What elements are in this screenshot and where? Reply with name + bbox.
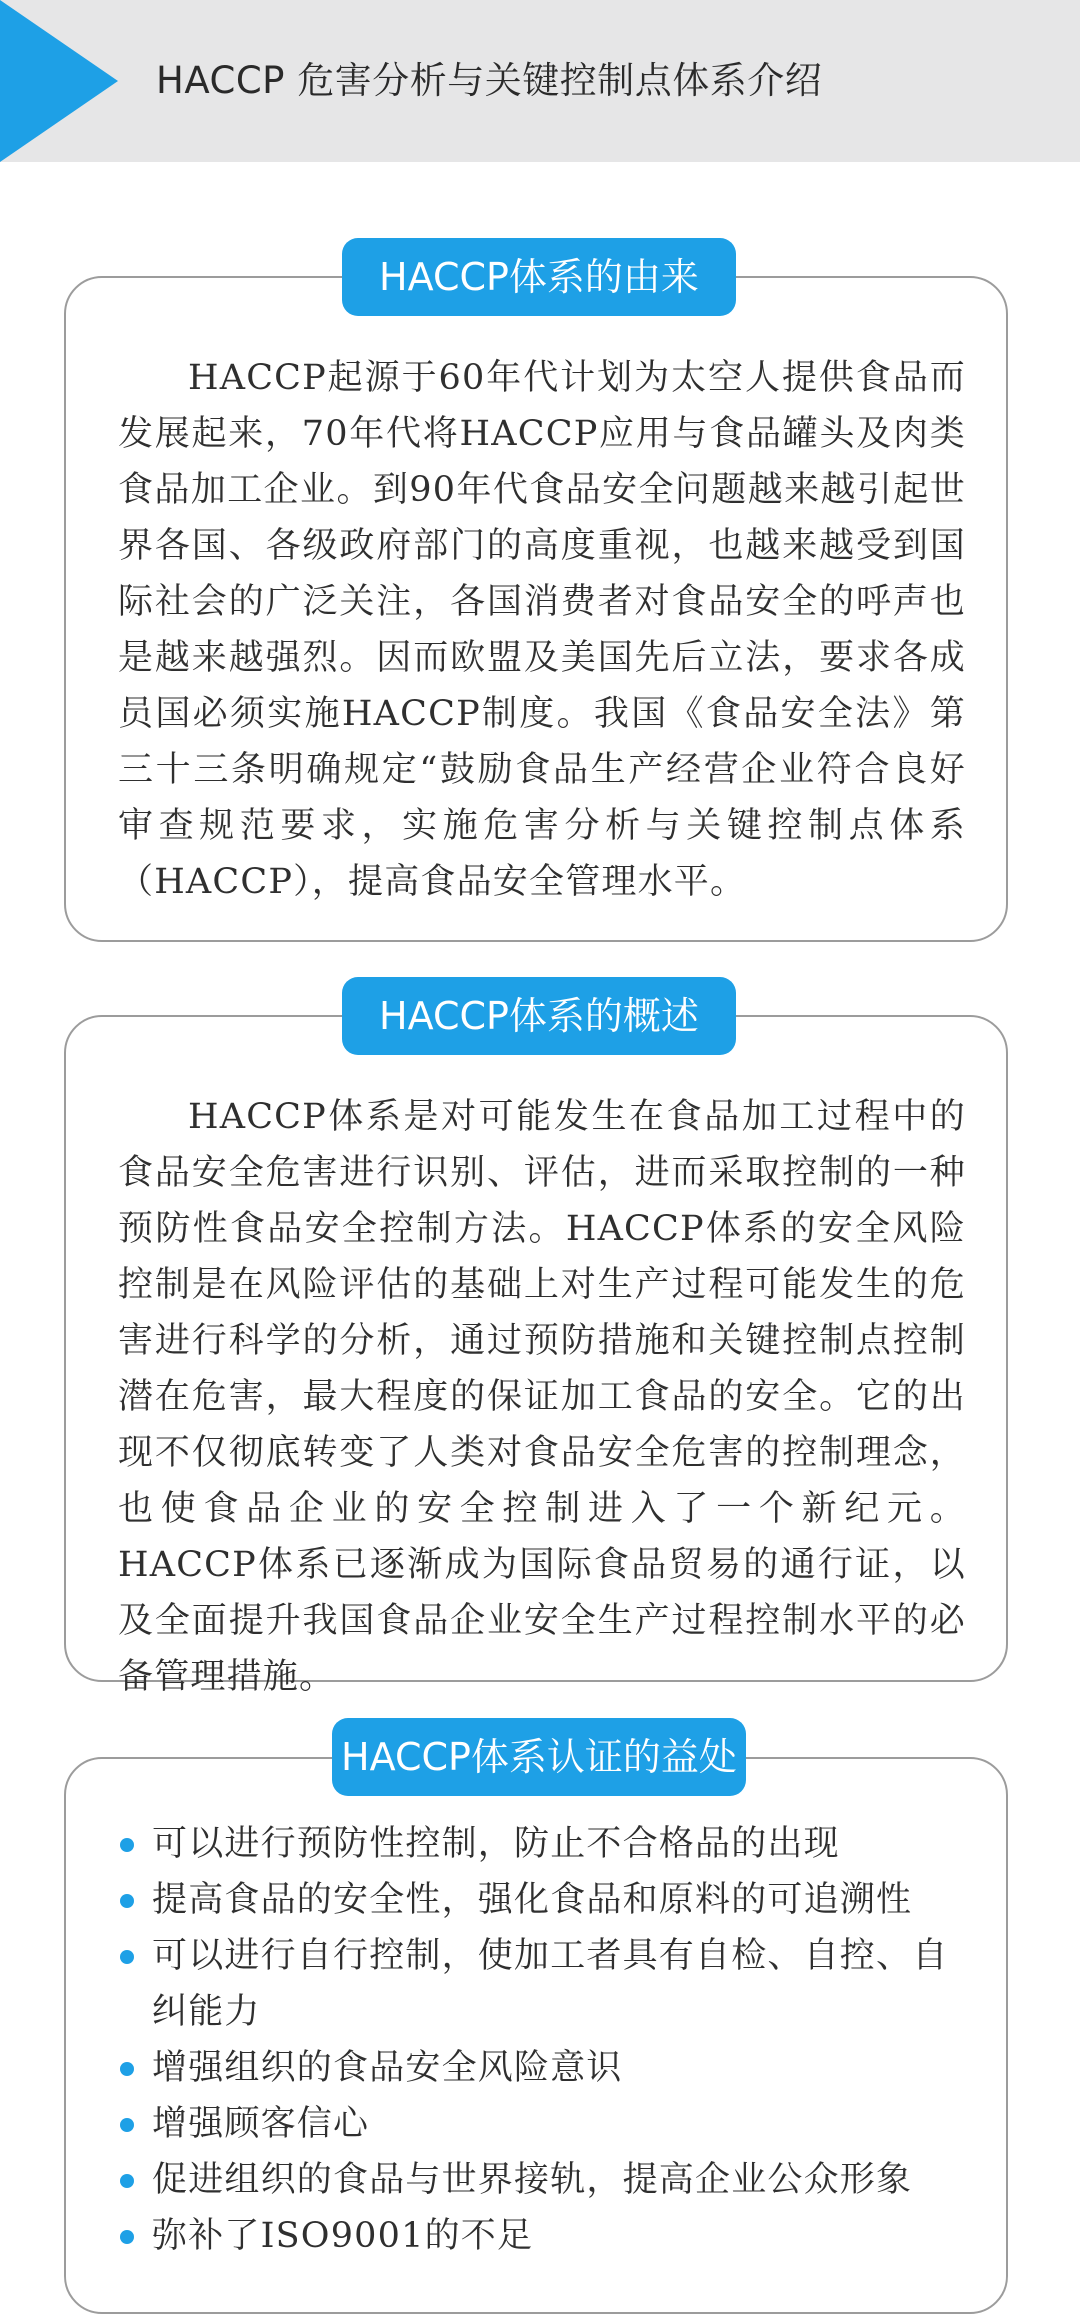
section-overview-title: HACCP体系的概述 (342, 977, 736, 1055)
bullet-dot-icon (120, 1894, 134, 1908)
list-item (118, 2208, 968, 2264)
list-item (118, 2152, 968, 2208)
benefit-text: 可以进行自行控制，使加工者具有自检、自控、自纠能力 (152, 1936, 949, 2032)
bullet-dot-icon (120, 2230, 134, 2244)
benefit-text: 可以进行预防性控制，防止不合格品的出现 (152, 1824, 840, 1864)
header-arrow-icon (0, 0, 118, 162)
list-item (118, 1816, 968, 1872)
list-item (118, 2040, 968, 2096)
section-overview-body: HACCP体系是对可能发生在食品加工过程中的食品安全危害进行识别、评估，进而采取控制的一种预防性食品安全控制方法。HACCP体系的安全风险控制是在风险评估的基础上对生产过程可能发生的危害进行科学的分析，通过预防措施和关键控制点控制潜在危害，最大程度的保证加工食品的安全。它的出现不仅彻底转变了人类对食品安全危害的控制理念，也使食品企业的安全控制进入了一个新纪元。HACCP体系已逐渐成为国际食品贸易的通行证，以及全面提升我国食品企业安全生产过程控制水平的必备管理措施。 (118, 1097, 966, 1697)
benefit-text: 弥补了ISO9001的不足 (152, 2216, 534, 2256)
list-item (118, 1928, 968, 2040)
list-item (118, 1872, 968, 1928)
section-origin-body: HACCP起源于60年代计划为太空人提供食品而发展起来，70年代将HACCP应用与食品罐头及肉类食品加工企业。到90年代食品安全问题越来越引起世界各国、各级政府部门的高度重视，也越来越受到国际社会的广泛关注，各国消费者对食品安全的呼声也是越来越强烈。因而欧盟及美国先后立法，要求各成员国必须实施HACCP制度。我国《食品安全法》第三十三条明确规定“鼓励食品生产经营企业符合良好审查规范要求，实施危害分析与关键控制点体系（HACCP），提高食品安全管理水平。 (118, 358, 966, 902)
section-benefits-title: HACCP体系认证的益处 (332, 1718, 746, 1796)
benefit-text: 促进组织的食品与世界接轨，提高企业公众形象 (152, 2160, 913, 2200)
section-origin-title: HACCP体系的由来 (342, 238, 736, 316)
page-header (0, 0, 1080, 162)
bullet-dot-icon (120, 2174, 134, 2188)
bullet-dot-icon (120, 1838, 134, 1852)
benefit-text: 增强组织的食品安全风险意识 (152, 2048, 623, 2088)
page-title: HACCP 危害分析与关键控制点体系介绍 (156, 59, 823, 102)
list-item (118, 2096, 968, 2152)
benefit-text: 提高食品的安全性，强化食品和原料的可追溯性 (152, 1880, 913, 1920)
benefit-text: 增强顾客信心 (152, 2104, 370, 2144)
bullet-dot-icon (120, 1950, 134, 1964)
bullet-dot-icon (120, 2062, 134, 2076)
bullet-dot-icon (120, 2118, 134, 2132)
benefits-list (118, 1816, 968, 2264)
